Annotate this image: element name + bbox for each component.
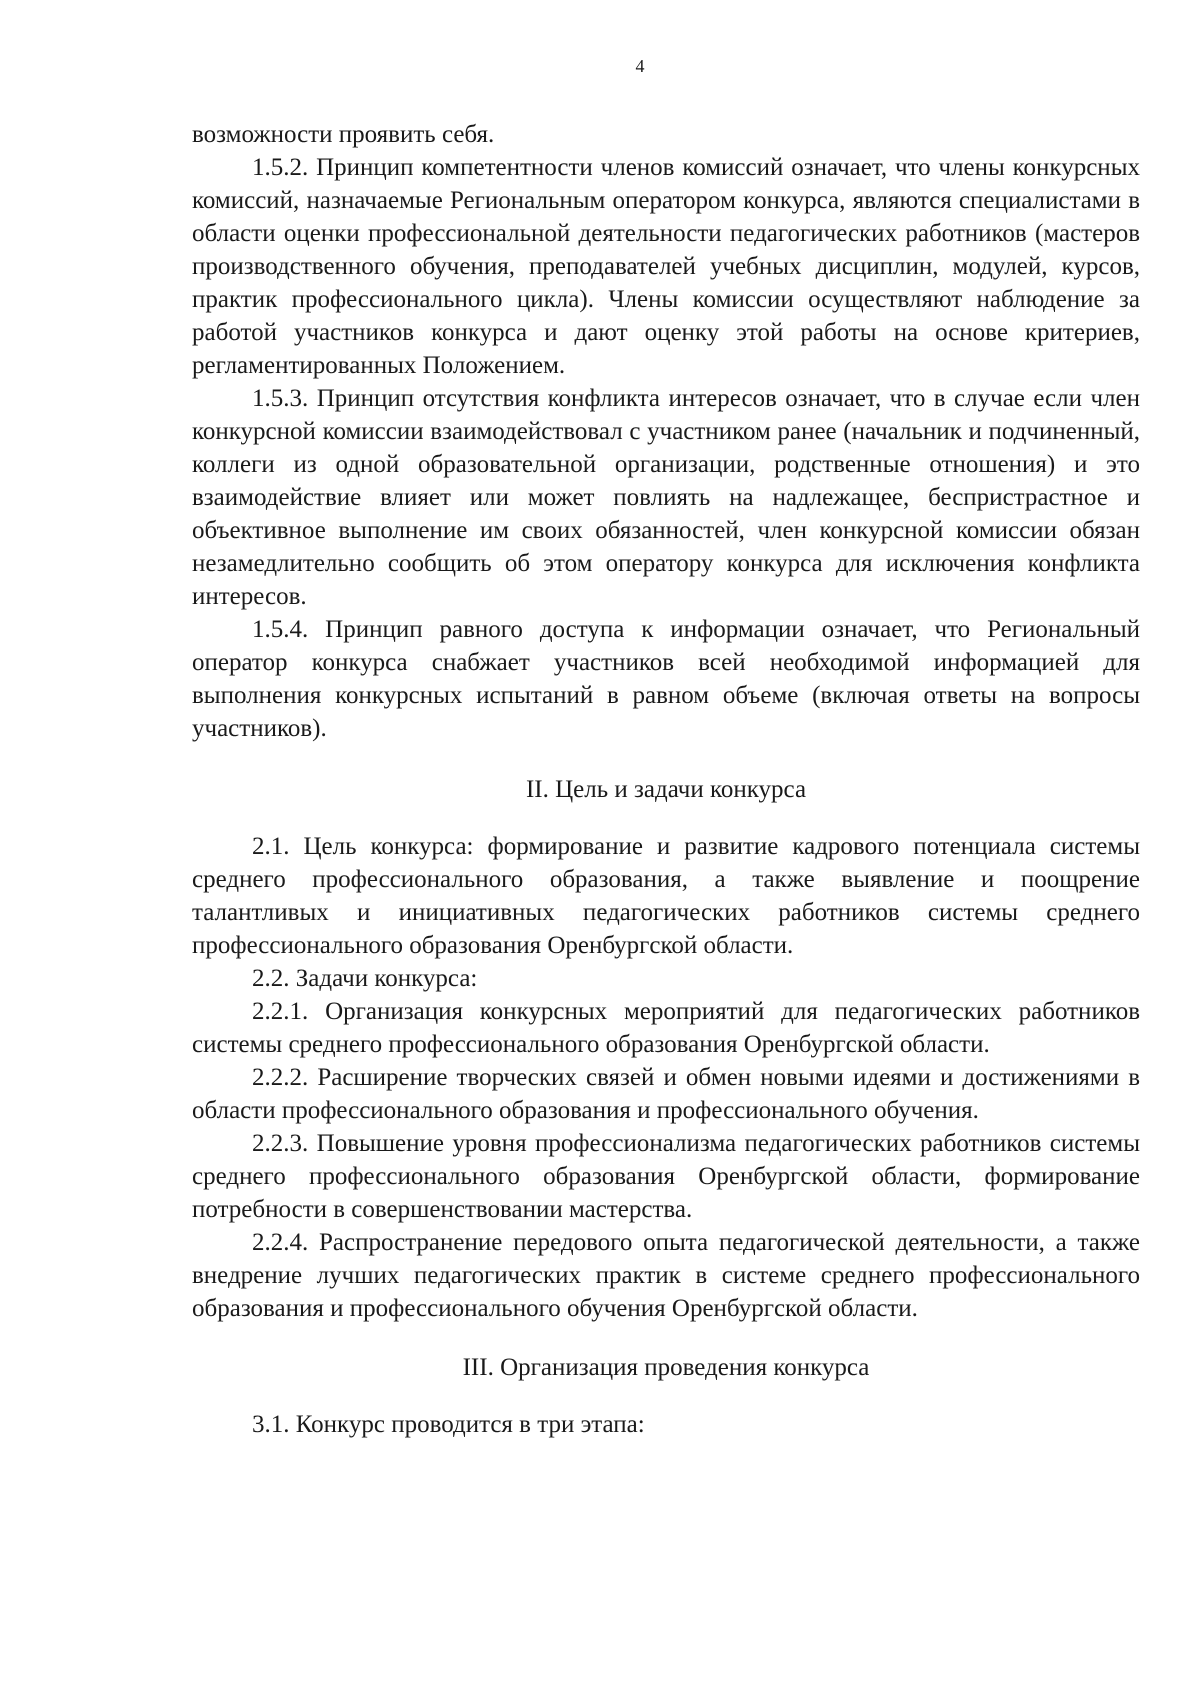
paragraph-2-2-2: 2.2.2. Расширение творческих связей и обмен новыми идеями и достижениями в области профессионального образования и профессионального обучения. bbox=[192, 1064, 1140, 1124]
paragraph-2-2-3: 2.2.3. Повышение уровня профессионализма педагогических работников системы среднего профессионального образования Оренбургской области, формирование потребности в совершенствовании мастерства. bbox=[192, 1130, 1140, 1223]
paragraph-continuation: возможности проявить себя. bbox=[192, 121, 495, 148]
paragraph-1-5-4: 1.5.4. Принцип равного доступа к информации означает, что Региональный оператор конкурса снабжает участников всей необходимой информацией для выполнения конкурсных испытаний в равном объеме (включая ответы на вопросы участников). bbox=[192, 616, 1140, 742]
page-number: 4 bbox=[635, 56, 645, 76]
paragraph-1-5-3: 1.5.3. Принцип отсутствия конфликта интересов означает, что в случае если член конкурсной комиссии взаимодействовал с участником ранее (начальник и подчиненный, коллеги из одной образовательной организации, родственные отношения) и это взаимодействие влияет или может повлиять на надлежащее, беспристрастное и объективное выполнение им своих обязанностей, член конкурсной комиссии обязан незамедлительно сообщить об этом оператору конкурса для исключения конфликта интересов. bbox=[192, 385, 1140, 610]
document-body bbox=[192, 118, 1140, 1441]
paragraph-2-2: 2.2. Задачи конкурса: bbox=[252, 965, 478, 992]
paragraph-3-1: 3.1. Конкурс проводится в три этапа: bbox=[252, 1411, 645, 1438]
paragraph-1-5-2: 1.5.2. Принцип компетентности членов комиссий означает, что члены конкурсных комиссий, назначаемые Региональным оператором конкурса, являются специалистами в области оценки профессиональной деятельности педагогических работников (мастеров производственного обучения, преподавателей учебных дисциплин, модулей, курсов, практик профессионального цикла). Члены комиссии осуществляют наблюдение за работой участников конкурса и дают оценку этой работы на основе критериев, регламентированных Положением. bbox=[192, 154, 1140, 379]
section-heading-2: II. Цель и задачи конкурса bbox=[525, 776, 807, 803]
paragraph-2-2-4: 2.2.4. Распространение передового опыта педагогической деятельности, а также внедрение лучших педагогических практик в системе среднего профессионального образования и профессионального обучения Оренбургской области. bbox=[192, 1229, 1140, 1322]
paragraph-2-1: 2.1. Цель конкурса: формирование и развитие кадрового потенциала системы среднего профессионального образования, а также выявление и поощрение талантливых и инициативных педагогических работников системы среднего профессионального образования Оренбургской области. bbox=[192, 833, 1140, 959]
paragraph-2-2-1: 2.2.1. Организация конкурсных мероприятий для педагогических работников системы среднего профессионального образования Оренбургской области. bbox=[192, 998, 1140, 1058]
section-heading-3: III. Организация проведения конкурса bbox=[462, 1354, 870, 1381]
